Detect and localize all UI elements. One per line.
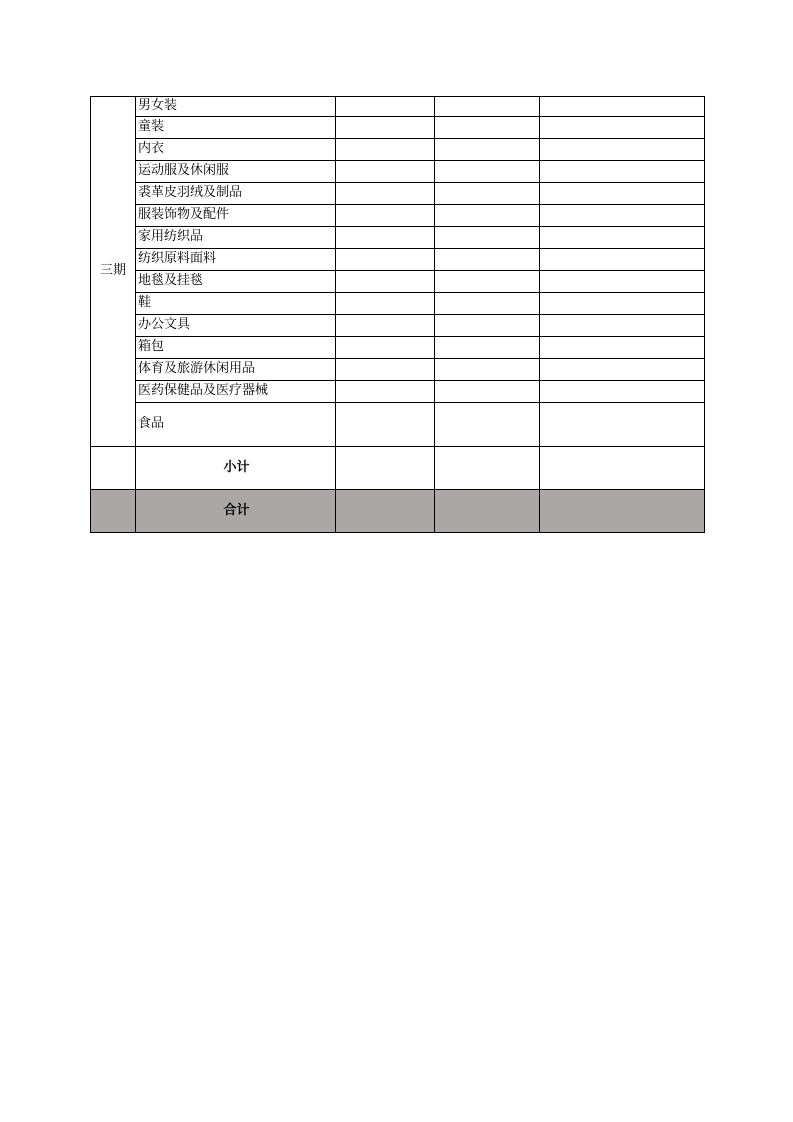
category-name: 童装 (136, 117, 336, 139)
subtotal-row (91, 447, 705, 490)
empty-cell (540, 271, 705, 293)
table-row (91, 117, 705, 139)
empty-cell (540, 97, 705, 117)
empty-cell (336, 183, 435, 205)
total-row (91, 490, 705, 533)
empty-cell (540, 205, 705, 227)
empty-cell (91, 447, 136, 490)
category-name: 服装饰物及配件 (136, 205, 336, 227)
empty-cell (336, 490, 435, 533)
empty-cell (435, 227, 540, 249)
empty-cell (540, 183, 705, 205)
empty-cell (435, 447, 540, 490)
empty-cell (435, 337, 540, 359)
empty-cell (336, 293, 435, 315)
category-table (90, 96, 705, 533)
empty-cell (336, 97, 435, 117)
table-row (91, 249, 705, 271)
empty-cell (336, 381, 435, 403)
category-name: 纺织原料面料 (136, 249, 336, 271)
empty-cell (336, 161, 435, 183)
empty-cell (336, 403, 435, 447)
table-row (91, 403, 705, 447)
empty-cell (540, 161, 705, 183)
category-name: 男女装 (136, 97, 336, 117)
empty-cell (435, 490, 540, 533)
empty-cell (540, 227, 705, 249)
empty-cell (336, 359, 435, 381)
empty-cell (435, 139, 540, 161)
table-row (91, 227, 705, 249)
empty-cell (336, 227, 435, 249)
empty-cell (435, 161, 540, 183)
category-name: 鞋 (136, 293, 336, 315)
empty-cell (336, 315, 435, 337)
table-row (91, 161, 705, 183)
category-name: 地毯及挂毯 (136, 271, 336, 293)
empty-cell (540, 117, 705, 139)
category-name: 家用纺织品 (136, 227, 336, 249)
empty-cell (435, 381, 540, 403)
empty-cell (540, 381, 705, 403)
empty-cell (540, 403, 705, 447)
empty-cell (435, 359, 540, 381)
empty-cell (435, 205, 540, 227)
empty-cell (336, 249, 435, 271)
table-row (91, 183, 705, 205)
empty-cell (540, 447, 705, 490)
empty-cell (336, 271, 435, 293)
empty-cell (540, 293, 705, 315)
table-row (91, 97, 705, 117)
empty-cell (540, 249, 705, 271)
category-name: 运动服及休闲服 (136, 161, 336, 183)
empty-cell (540, 139, 705, 161)
category-name: 裘革皮羽绒及制品 (136, 183, 336, 205)
empty-cell (336, 205, 435, 227)
table-row (91, 359, 705, 381)
category-name: 医药保健品及医疗器械 (136, 381, 336, 403)
table-row (91, 337, 705, 359)
empty-cell (336, 337, 435, 359)
phase-label: 三期 (91, 97, 136, 447)
empty-cell (435, 293, 540, 315)
empty-cell (435, 183, 540, 205)
empty-cell (91, 490, 136, 533)
empty-cell (336, 117, 435, 139)
empty-cell (435, 97, 540, 117)
empty-cell (435, 117, 540, 139)
total-row-label: 合计 (136, 490, 336, 533)
empty-cell (336, 139, 435, 161)
category-name: 办公文具 (136, 315, 336, 337)
empty-cell (540, 337, 705, 359)
empty-cell (540, 359, 705, 381)
empty-cell (540, 315, 705, 337)
empty-cell (435, 249, 540, 271)
table-row (91, 205, 705, 227)
empty-cell (435, 315, 540, 337)
table-row (91, 293, 705, 315)
empty-cell (540, 490, 705, 533)
category-name: 体育及旅游休闲用品 (136, 359, 336, 381)
category-name: 内衣 (136, 139, 336, 161)
empty-cell (435, 271, 540, 293)
category-name: 箱包 (136, 337, 336, 359)
table-row (91, 381, 705, 403)
category-name: 食品 (136, 403, 336, 447)
table-body (91, 97, 705, 533)
table-row (91, 139, 705, 161)
table-row (91, 315, 705, 337)
empty-cell (336, 447, 435, 490)
spreadsheet-page (90, 96, 705, 533)
subtotal-row-label: 小计 (136, 447, 336, 490)
table-row (91, 271, 705, 293)
empty-cell (435, 403, 540, 447)
